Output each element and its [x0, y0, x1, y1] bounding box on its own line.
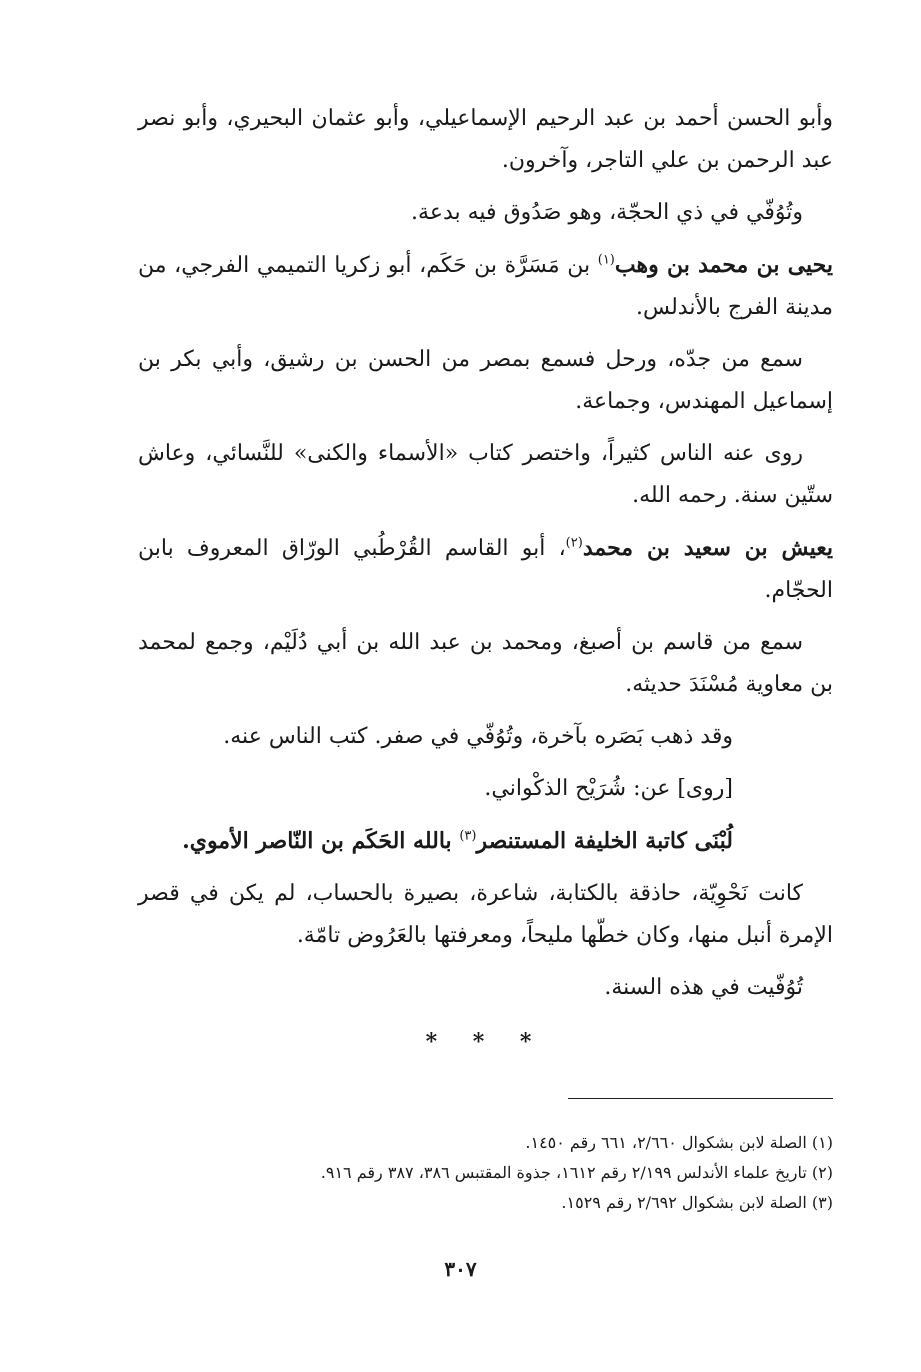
- page-number: ٣٠٧: [444, 1257, 477, 1281]
- entry-name: يحيى بن محمد بن وهب: [614, 252, 833, 278]
- entry-rest: بالله الحَكَم بن النّاصر الأموي.: [182, 828, 460, 854]
- footnote-ref[interactable]: (١): [597, 252, 615, 268]
- paragraph-narrators: وأبو الحسن أحمد بن عبد الرحيم الإسماعيلي، وأبو عثمان البحيري، وأبو نصر عبد الرحمن بن علي التاجر، وآخرون.: [138, 106, 834, 173]
- paragraph-narrated: روى عنه الناس كثيراً، واختصر كتاب «الأسماء والكنى» للنَّسائي، وعاش ستّين سنة. رحمه الله.: [138, 441, 833, 508]
- footnotes: [138, 1128, 833, 1218]
- footnote-divider: [568, 1098, 833, 1099]
- entry-yaish: [138, 527, 833, 612]
- footnote-ref[interactable]: (٣): [459, 828, 477, 844]
- entry-rest: بن مَسَرَّة بن حَكَم، أبو زكريا التميمي الفرجي، من مدينة الفرج بالأندلس.: [138, 253, 833, 320]
- entry-lubna: [138, 820, 833, 863]
- paragraph-heard-from: سمع من قاسم بن أصبغ، ومحمد بن عبد الله بن أبي دُلَيْم، وجمع لمحمد بن معاوية مُسْنَدَ حديثه.: [138, 630, 833, 697]
- section-separator: * * *: [425, 1029, 546, 1055]
- paragraph-death: تُوُفّيت في هذه السنة.: [604, 975, 803, 1000]
- footnote-1: (١) الصلة لابن بشكوال ٢/٦٦٠، ٦٦١ رقم ١٤٥٠.: [525, 1133, 833, 1152]
- paragraph-narrated-from: [روى] عن: شُرَيْح الذكْواني.: [484, 776, 733, 801]
- entry-name: يعيش بن سعيد بن محمد: [582, 535, 833, 561]
- entry-rest: ، أبو القاسم القُرْطُبي الورّاق المعروف بابن الحجّام.: [138, 536, 833, 603]
- paragraph-death-note: وتُوُفّي في ذي الحجّة، وهو صَدُوق فيه بدعة.: [411, 200, 803, 225]
- paragraph-description: كانت نَحْوِيّة، حاذقة بالكتابة، شاعرة، بصيرة بالحساب، لم يكن في قصر الإمرة أنبل منها، وكان خطّها مليحاً، ومعرفتها بالعَرُوض تامّة.: [138, 881, 833, 948]
- paragraph-heard: سمع من جدّه، ورحل فسمع بمصر من الحسن بن رشيق، وأبي بكر بن إسماعيل المهندس، وجماعة.: [138, 347, 833, 414]
- entry-name: لُبْنَى كاتبة الخليفة المستنصر: [476, 828, 733, 854]
- page-body: [138, 98, 833, 1055]
- footnote-2: (٢) تاريخ علماء الأندلس ٢/١٩٩ رقم ١٦١٢، جذوة المقتبس ٣٨٦، ٣٨٧ رقم ٩١٦.: [320, 1163, 833, 1182]
- paragraph-blindness: وقد ذهب بَصَره بآخرة، وتُوُفّي في صفر. كتب الناس عنه.: [223, 724, 733, 749]
- entry-yahya: [138, 244, 833, 329]
- footnote-ref[interactable]: (٢): [565, 535, 583, 551]
- footnote-3: (٣) الصلة لابن بشكوال ٢/٦٩٢ رقم ١٥٢٩.: [561, 1193, 833, 1212]
